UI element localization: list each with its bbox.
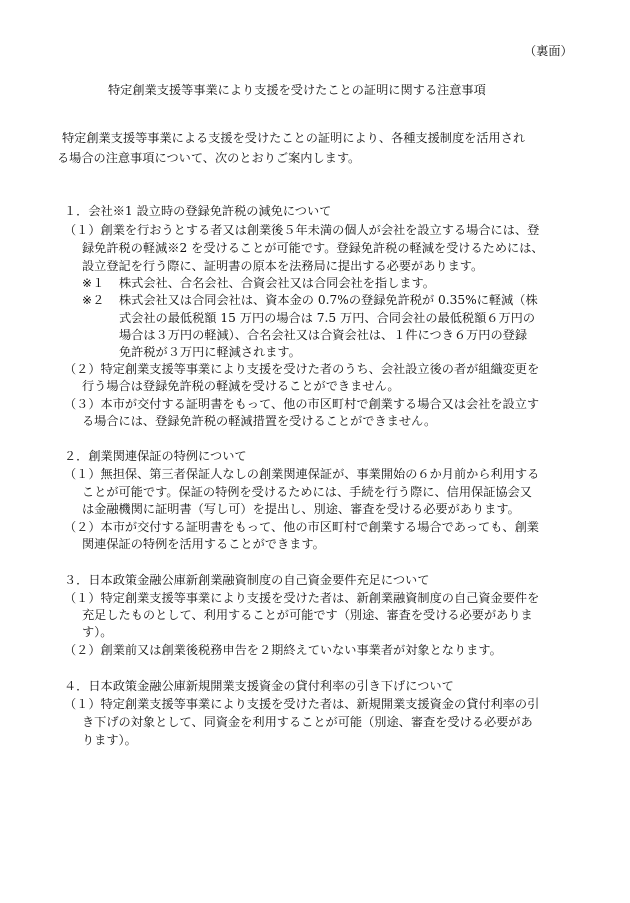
section-4-heading: ４．日本政策金融公庫新規開業支援資金の貸付利率の引き下げについて (64, 679, 454, 693)
section-1-item-3-line-1: （３）本市が交付する証明書をもって、他の市区町村で創業する場合又は会社を設立す (64, 397, 540, 411)
section-2-item-1-line-1: （１）無担保、第三者保証人なしの創業関連保証が、事業開始の６か月前から利用する (64, 467, 540, 481)
note-2-line-4: 免許税が３万円に軽減されます。 (119, 345, 301, 359)
section-3-item-1-line-3: す）。 (82, 625, 113, 639)
section-2-item-1-line-3: は金融機関に証明書（写し可）を提出し、別途、審査を受ける必要があります。 (82, 502, 520, 516)
section-2-heading: ２．創業関連保証の特例について (64, 449, 247, 463)
section-1-item-2-line-2: 行う場合は登録免許税の軽減を受けることができません。 (82, 379, 400, 393)
section-4-item-1-line-1: （１）特定創業支援等事業により支援を受けた者は、新規開業支援資金の貸付利率の引 (64, 697, 540, 711)
section-3-heading: ３．日本政策金融公庫新創業融資制度の自己資金要件充足について (64, 573, 430, 587)
section-1-item-2-line-1: （２）特定創業支援等事業により支援を受けた者のうち、会社設立後の者が組織変更を (64, 362, 540, 376)
intro-line-1: 特定創業支援等事業による支援を受けたことの証明により、各種支援制度を活用され (62, 131, 526, 145)
section-1-item-3-line-2: る場合には、登録免許税の軽減措置を受けることができません。 (82, 414, 437, 428)
note-2-line-3: 場合は３万円の軽減）、合名会社又は合資会社は、１件につき６万円の登録 (119, 328, 528, 342)
note-1-mark: ※１ (82, 276, 105, 290)
note-2-line-1: 株式会社又は合同会社は、資本金の 0.7%の登録免許税が 0.35%に軽減（株 (119, 293, 538, 307)
section-3-item-1-line-2: 充足したものとして、利用することが可能です（別途、審査を受ける必要がありま (82, 608, 533, 622)
section-1-item-1-line-3: 設立登記を行う際に、証明書の原本を法務局に提出する必要があります。 (82, 259, 484, 273)
section-4-item-1-line-3: ります）。 (82, 733, 137, 747)
section-2-item-2-line-2: 関連保証の特例を活用することができます。 (82, 537, 325, 551)
note-2-line-2: 式会社の最低税額 15 万円の場合は 7.5 万円、合同会社の最低税額６万円の (119, 311, 536, 325)
section-1-item-1-line-1: （１）創業を行おうとする者又は創業後５年未満の個人が会社を設立する場合には、登 (64, 223, 540, 237)
section-4-item-1-line-2: き下げの対象として、同資金を利用することが可能（別途、審査を受ける必要があ (82, 715, 533, 729)
section-1-heading: １．会社※1 設立時の登録免許税の減免について (64, 204, 332, 218)
section-2-item-1-line-2: ことが可能です。保証の特例を受けるためには、手続を行う際に、信用保証協会又 (82, 485, 532, 499)
section-2-item-2-line-1: （２）本市が交付する証明書をもって、他の市区町村で創業する場合であっても、創業 (64, 520, 539, 534)
page-title: 特定創業支援等事業により支援を受けたことの証明に関する注意事項 (108, 83, 486, 97)
page-side-label: （裏面） (524, 44, 573, 58)
section-1-item-1-line-2: 録免許税の軽減※2 を受けることが可能です。登録免許税の軽減を受けるためには、 (82, 241, 544, 255)
section-3-item-1-line-1: （１）特定創業支援等事業により支援を受けた者は、新創業融資制度の自己資金要件を (64, 591, 540, 605)
note-2-mark: ※２ (82, 293, 105, 307)
intro-line-2: る場合の注意事項について、次のとおりご案内します。 (57, 151, 361, 165)
section-3-item-2-line-1: （２）創業前又は創業後税務申告を２期終えていない事業者が対象となります。 (64, 643, 502, 657)
note-1-text: 株式会社、合名会社、合資会社又は合同会社を指します。 (119, 276, 435, 290)
